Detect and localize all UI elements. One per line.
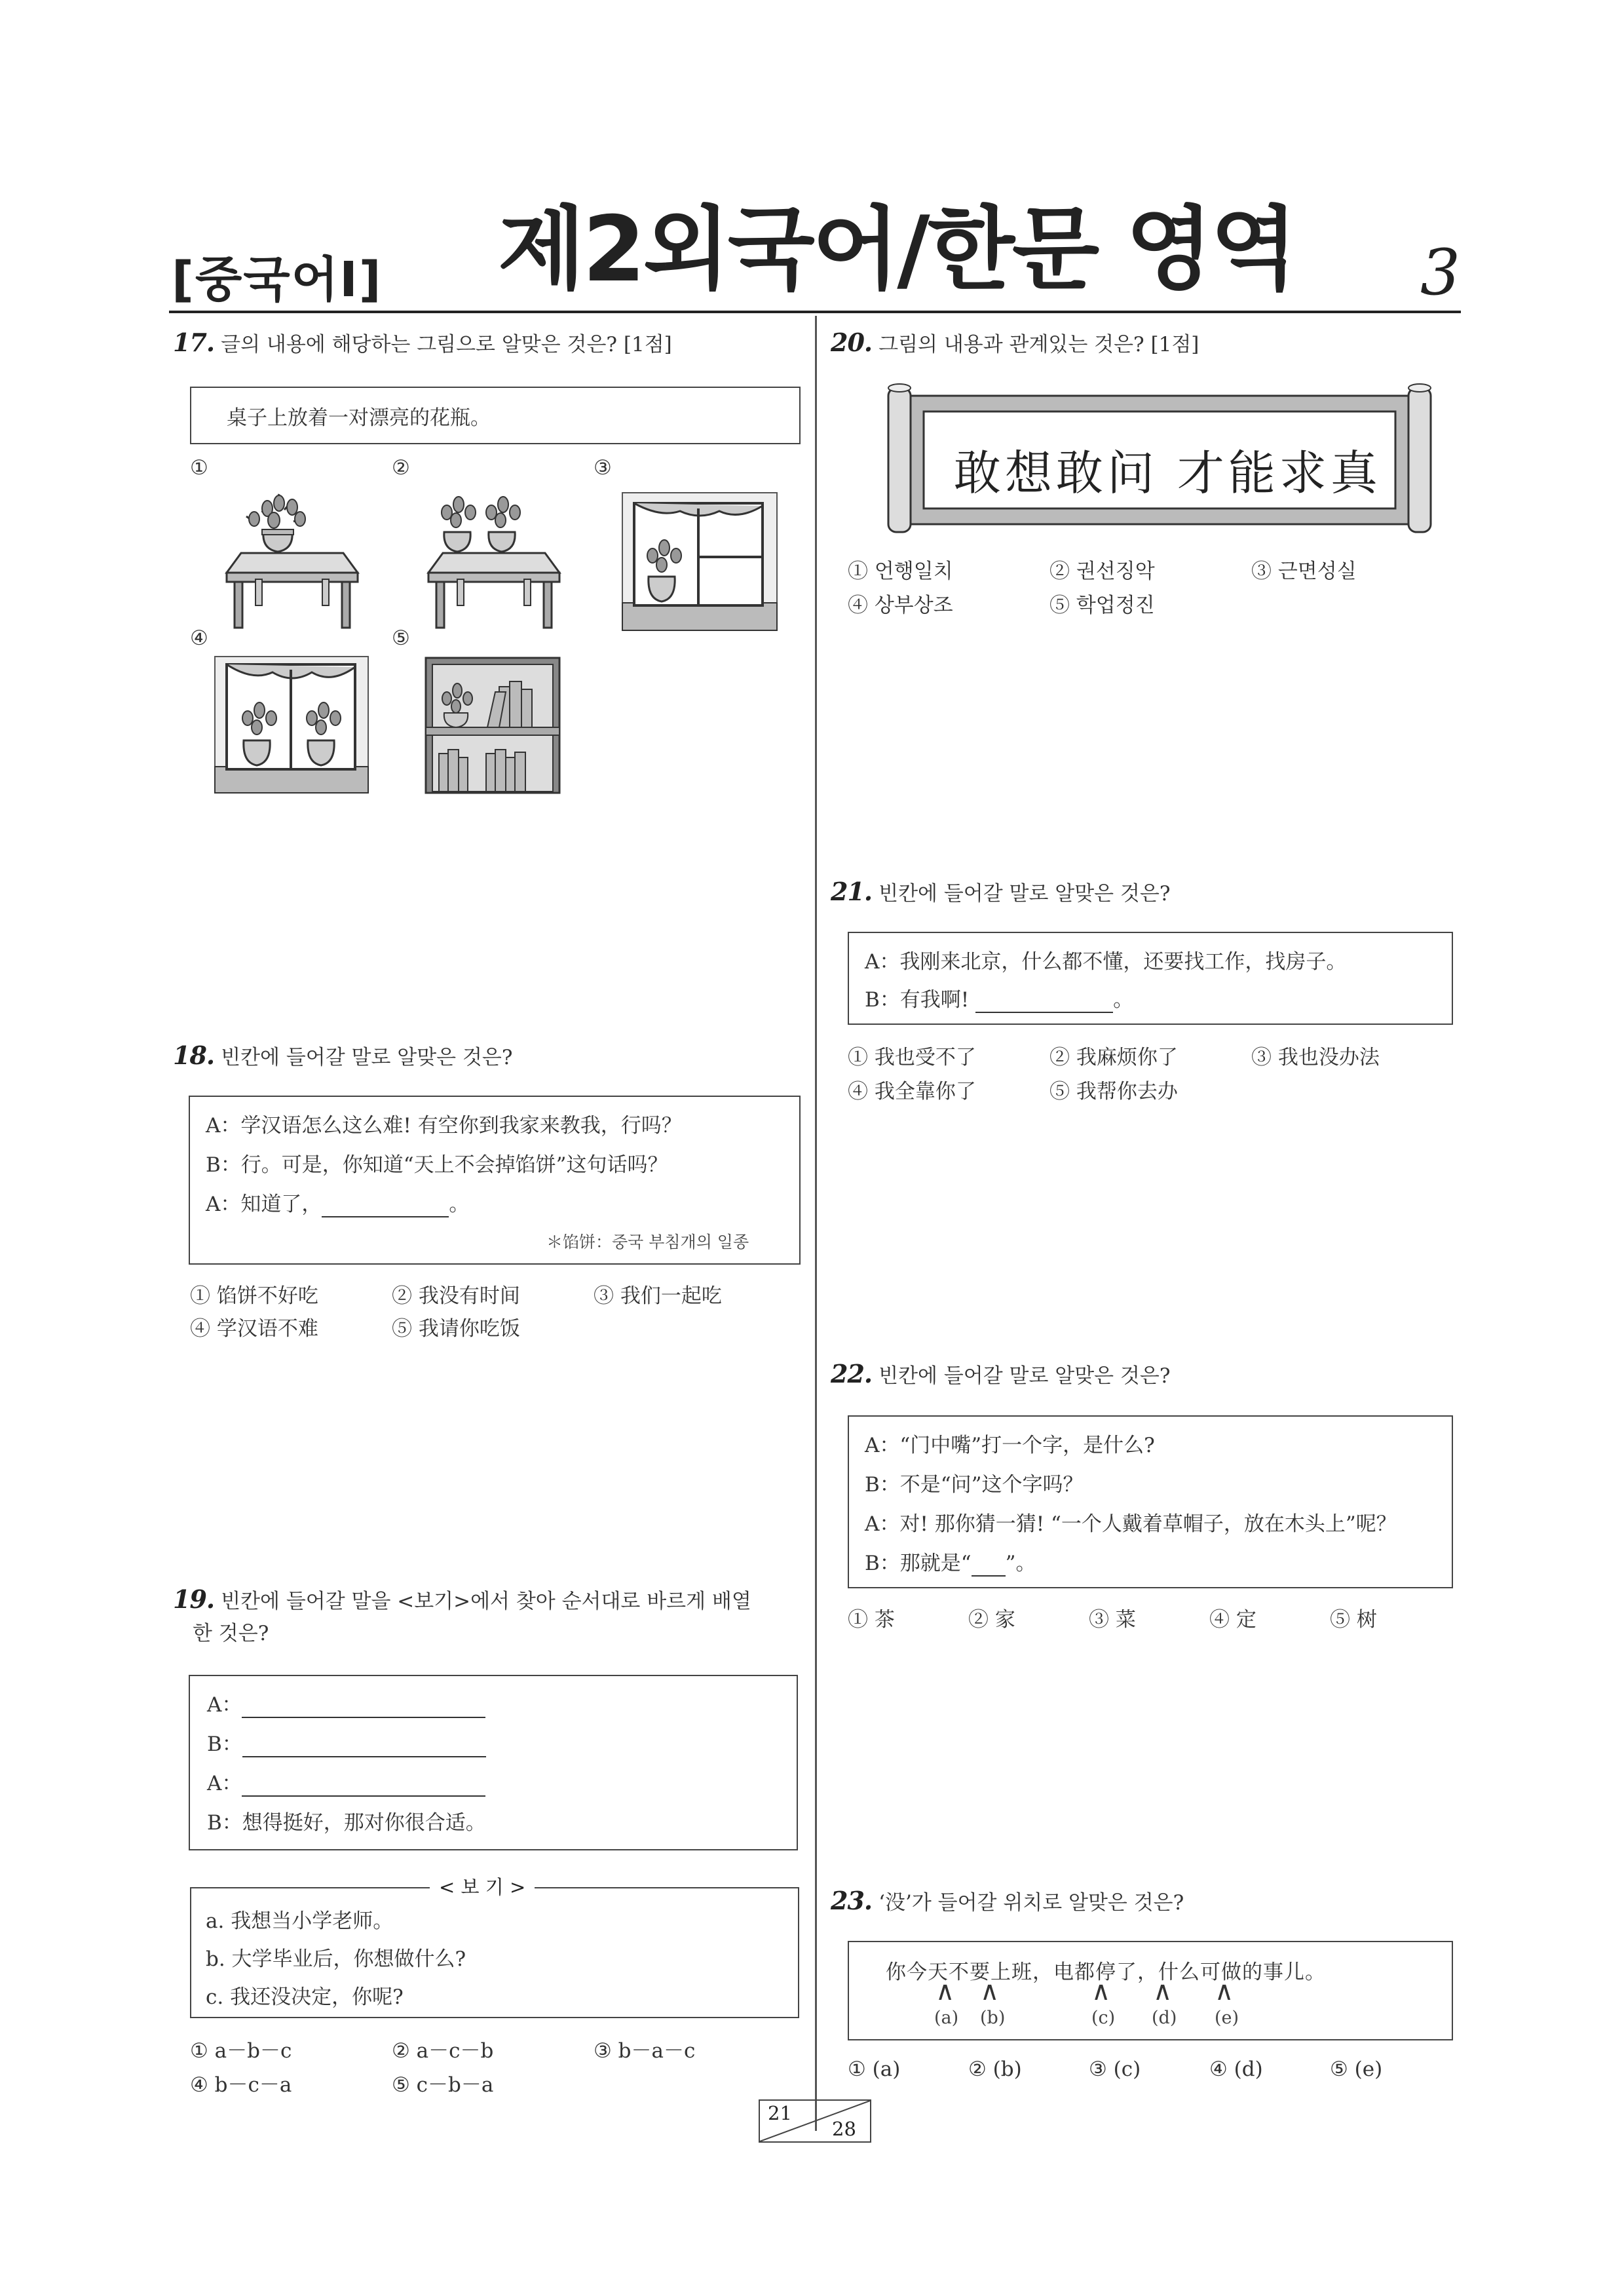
insert-caret: ∧ — [980, 1976, 1000, 2006]
answer-blank[interactable] — [242, 1693, 485, 1718]
position-mark: (b) — [980, 2008, 1006, 2028]
question-number: 21. — [831, 877, 873, 906]
sentence-box — [848, 1941, 1453, 2040]
answer-blank[interactable] — [242, 1772, 485, 1797]
dialogue-box — [189, 1675, 798, 1850]
position-mark: (e) — [1215, 2008, 1239, 2028]
two-vases-in-window-picture[interactable] — [214, 655, 369, 794]
position-mark: (a) — [934, 2008, 959, 2028]
question-text: 빈칸에 들어갈 말을 <보기>에서 찾아 순서대로 바르게 배열 — [221, 1590, 751, 1613]
dialogue-line-with-blank — [207, 1727, 486, 1757]
position-mark: (c) — [1091, 2008, 1116, 2028]
one-vase-in-window-picture[interactable] — [621, 491, 778, 632]
dialogue-line: A：我刚来北京，什么都不懂，还要找工作，找房子。 — [865, 950, 1347, 974]
answer-option[interactable]: ② 我麻烦你了 — [1049, 1046, 1178, 1069]
dialogue-text: B：有我啊! — [865, 988, 976, 1012]
answer-option[interactable]: ③ b－a－c — [594, 2039, 696, 2063]
answer-option[interactable]: ④ 定 — [1209, 1608, 1256, 1632]
question-number: 23. — [831, 1886, 873, 1915]
answer-option[interactable]: ② 家 — [968, 1608, 1015, 1632]
passage-box — [190, 387, 801, 444]
exam-title: 제2외국어/한문 영역 — [498, 197, 1295, 302]
one-vase-on-table-picture[interactable] — [216, 493, 367, 630]
page-counter — [759, 2099, 871, 2143]
dialogue-line: A：学汉语怎么这么难! 有空你到我家来教我，行吗？ — [206, 1114, 682, 1138]
dialogue-text: 。 — [449, 1193, 470, 1216]
question-number: 18. — [173, 1041, 215, 1070]
answer-option[interactable]: ② 권선징악 — [1049, 560, 1155, 583]
answer-option[interactable]: ① 茶 — [848, 1608, 895, 1632]
subject-label: [중국어Ⅰ] — [172, 252, 383, 308]
question-20 — [831, 329, 1199, 358]
answer-option[interactable]: ④ 我全靠你了 — [848, 1080, 976, 1103]
column-divider — [815, 316, 817, 2131]
answer-option[interactable]: ⑤ 我帮你去办 — [1049, 1080, 1178, 1103]
bogi-box — [190, 1887, 799, 2018]
answer-option[interactable]: ③ 菜 — [1089, 1608, 1136, 1632]
answer-option[interactable]: ② a－c－b — [392, 2039, 494, 2063]
bogi-item: b. 大学毕业后，你想做什么? — [206, 1947, 466, 1971]
header-rule — [169, 311, 1461, 313]
question-number: 17. — [173, 328, 215, 357]
bogi-title: < 보 기 > — [430, 1873, 535, 1900]
dialogue-box — [848, 1415, 1453, 1588]
position-mark: (d) — [1152, 2008, 1177, 2028]
answer-option[interactable]: ④ 学汉语不难 — [190, 1317, 318, 1341]
dialogue-line-with-blank — [207, 1688, 485, 1718]
insert-caret: ∧ — [1215, 1976, 1234, 2006]
insert-caret: ∧ — [1153, 1976, 1173, 2006]
option-label: ② — [392, 456, 410, 480]
question-text: 빈칸에 들어갈 말로 알맞은 것은? — [878, 1364, 1171, 1388]
bogi-item: a. 我想当小学老师。 — [206, 1909, 394, 1933]
question-21 — [831, 878, 1170, 908]
dialogue-line-with-blank — [206, 1187, 469, 1217]
answer-option[interactable]: ⑤ 树 — [1330, 1608, 1377, 1632]
answer-blank[interactable] — [242, 1732, 486, 1757]
footnote: ＊馅饼：중국 부침개의 일종 — [546, 1233, 749, 1252]
question-17 — [173, 329, 672, 358]
dialogue-line-with-blank — [865, 1546, 1036, 1577]
dialogue-line: B：想得挺好，那对你很合适。 — [207, 1811, 486, 1835]
dialogue-text: 。 — [1113, 988, 1134, 1012]
question-18 — [173, 1042, 512, 1071]
dialogue-text: A：知道了， — [206, 1193, 322, 1216]
dialogue-box — [848, 932, 1453, 1025]
question-text: 빈칸에 들어갈 말로 알맞은 것은? — [221, 1046, 513, 1069]
answer-blank[interactable] — [322, 1193, 449, 1217]
question-22 — [831, 1360, 1170, 1390]
question-number: 20. — [831, 328, 873, 357]
answer-option[interactable]: ⑤ (e) — [1330, 2057, 1383, 2081]
speaker-label: B： — [207, 1732, 242, 1756]
two-vases-on-table-picture[interactable] — [418, 493, 569, 630]
question-text-continued: 한 것은? — [193, 1622, 269, 1645]
dialogue-text: B：那就是“ — [865, 1552, 972, 1575]
answer-option[interactable]: ③ (c) — [1089, 2057, 1141, 2081]
answer-option[interactable]: ④ (d) — [1209, 2057, 1263, 2081]
insert-caret: ∧ — [935, 1976, 955, 2006]
speaker-label: A： — [207, 1772, 242, 1795]
answer-option[interactable]: ③ 我也没办法 — [1251, 1046, 1380, 1069]
question-23 — [831, 1887, 1184, 1917]
answer-option[interactable]: ① 馅饼不好吃 — [190, 1284, 318, 1308]
target-sentence: 你今天不要上班，电都停了，什么可做的事儿。 — [886, 1961, 1326, 1984]
answer-option[interactable]: ⑤ c－b－a — [392, 2073, 494, 2097]
answer-option[interactable]: ① (a) — [848, 2057, 901, 2081]
option-label: ① — [190, 456, 208, 480]
passage-text: 桌子上放着一对漂亮的花瓶。 — [227, 406, 491, 430]
option-label: ⑤ — [392, 626, 410, 650]
answer-blank[interactable] — [975, 988, 1113, 1013]
option-label: ④ — [190, 626, 208, 650]
option-label: ③ — [594, 456, 612, 480]
scroll-text: 敢想敢问 才能求真 — [954, 446, 1382, 501]
answer-option[interactable]: ④ b－c－a — [190, 2073, 292, 2097]
answer-option[interactable]: ① 언행일치 — [848, 560, 953, 583]
dialogue-line-with-blank — [865, 983, 1133, 1013]
dialogue-line: B：行。可是，你知道“天上不会掉馅饼”这句话吗？ — [206, 1153, 668, 1177]
question-text: 글의 내용에 해당하는 그림으로 알맞은 것은? [1점] — [221, 333, 672, 356]
dialogue-line: A：“门中嘴”打一个字，是什么? — [865, 1434, 1155, 1457]
question-number: 22. — [831, 1359, 873, 1388]
answer-option[interactable]: ① 我也受不了 — [848, 1046, 976, 1069]
answer-option[interactable]: ④ 상부상조 — [848, 594, 953, 617]
question-number: 19. — [173, 1584, 215, 1614]
answer-blank[interactable] — [972, 1552, 1006, 1577]
page-total: 28 — [832, 2118, 856, 2140]
page-current: 21 — [768, 2102, 792, 2124]
speaker-label: A： — [207, 1693, 242, 1717]
dialogue-box — [189, 1096, 801, 1265]
insert-caret: ∧ — [1091, 1976, 1111, 2006]
answer-option[interactable]: ③ 我们一起吃 — [594, 1284, 722, 1308]
answer-option[interactable]: ① a－b－c — [190, 2039, 292, 2063]
answer-option[interactable]: ⑤ 我请你吃饭 — [392, 1317, 520, 1341]
answer-option[interactable]: ③ 근면성실 — [1251, 560, 1357, 583]
dialogue-line: B：不是“问”这个字吗？ — [865, 1473, 1084, 1497]
answer-option[interactable]: ⑤ 학업정진 — [1049, 594, 1155, 617]
answer-option[interactable]: ② 我没有时间 — [392, 1284, 520, 1308]
question-19 — [173, 1586, 751, 1615]
vase-on-bookshelf-picture[interactable] — [423, 655, 562, 794]
dialogue-line-with-blank — [207, 1767, 485, 1797]
dialogue-text: ”。 — [1005, 1552, 1036, 1575]
question-text: 빈칸에 들어갈 말로 알맞은 것은? — [878, 882, 1171, 906]
question-text: 그림의 내용과 관계있는 것은? [1점] — [878, 333, 1199, 356]
dialogue-line: A：对! 那你猜一猜! “一个人戴着草帽子，放在木头上”呢？ — [865, 1512, 1397, 1536]
bogi-item: c. 我还没决定，你呢? — [206, 1985, 404, 2009]
question-text: ‘没’가 들어갈 위치로 알맞은 것은? — [878, 1891, 1184, 1915]
page-number: 3 — [1420, 236, 1461, 309]
answer-option[interactable]: ② (b) — [968, 2057, 1022, 2081]
